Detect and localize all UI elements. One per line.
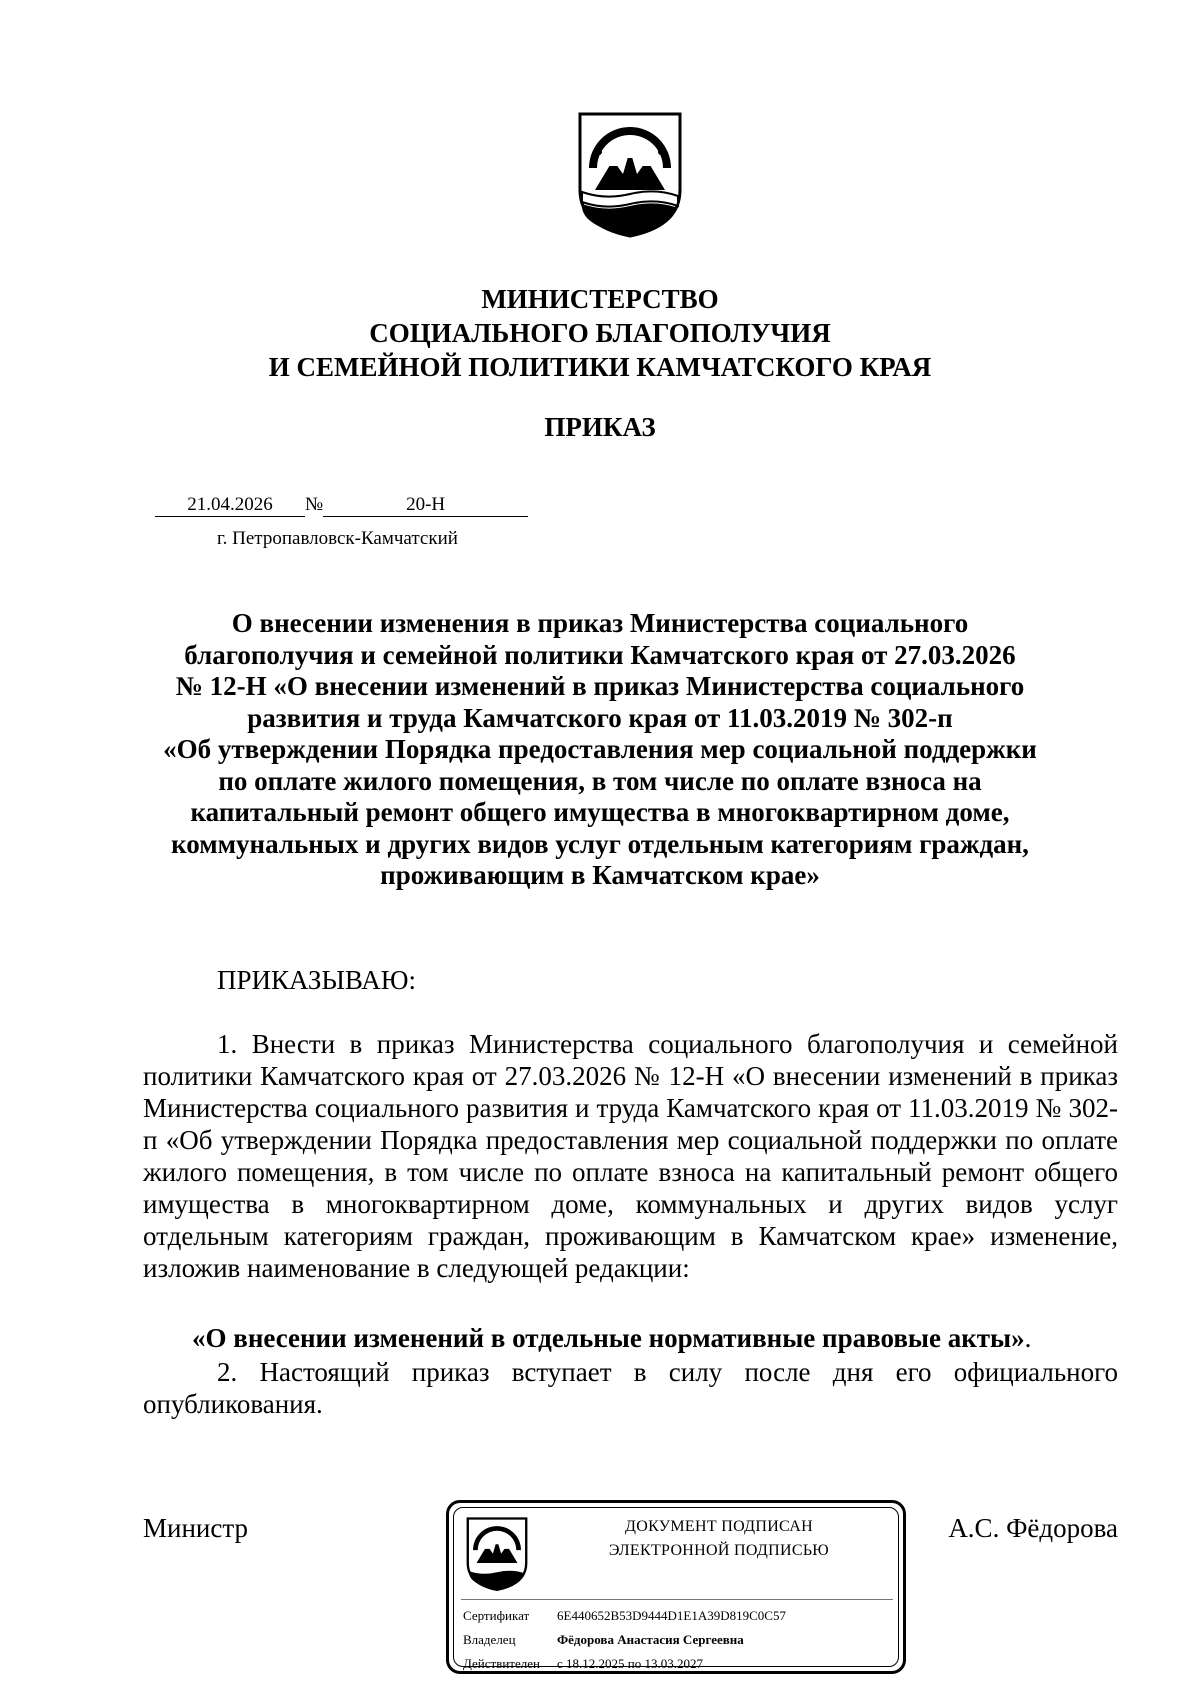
owner-label: Владелец [463,1632,516,1647]
ministry-line-3: И СЕМЕЙНОЙ ПОЛИТИКИ КАМЧАТСКОГО КРАЯ [268,352,932,382]
signer-name: А.С. Фёдорова [948,1513,1118,1543]
coat-of-arms-icon [575,108,685,238]
electronic-signature-stamp [446,1500,906,1674]
new-name-line [192,1322,1122,1354]
date-number-line [155,494,528,517]
stamp-heading-line: ЭЛЕКТРОННОЙ ПОДПИСЬЮ [608,1542,830,1559]
stamp-validity-row [463,1655,703,1673]
stamp-divider [461,1599,893,1600]
stamp-heading [545,1515,893,1563]
ministry-line-2: СОЦИАЛЬНОГО БЛАГОПОЛУЧИЯ [369,318,831,348]
title-line: № 12-Н «О внесении изменений в приказ Министерства социального [175,671,1025,701]
title-line: капитальный ремонт общего имущества в многоквартирном доме, [190,797,1010,827]
title-line: развития и труда Камчатского края от 11.03.2019 № 302-п [247,702,953,733]
signer-position: Министр [143,1513,248,1543]
document-date: 21.04.2026 [155,494,305,517]
document-type: ПРИКАЗ [544,412,656,442]
document-title [150,608,1050,892]
stamp-coat-of-arms-icon [463,1515,531,1591]
document-number: 20-Н [323,494,528,517]
stamp-certificate-row [463,1607,786,1625]
stamp-heading-line: ДОКУМЕНТ ПОДПИСАН [625,1518,813,1535]
title-line: проживающим в Камчатском крае» [380,860,820,890]
owner-value: Фёдорова Анастасия Сергеевна [557,1632,744,1647]
document-city: г. Петропавловск-Камчатский [217,528,458,549]
paragraph-1: 1. Внести в приказ Министерства социального благополучия и семейной политики Камчатского края от 27.03.2026 № 12-Н «О внесении изменений в приказ Министерства социального развития и труда Камчатского края от 11.03.2019 № 302-п «Об утверждении Порядка предоставления мер социальной поддержки по оплате жилого помещения, в том числе по оплате взноса на капитальный ремонт общего имущества в многоквартирном доме, коммунальных и других видов услуг отдельным категориям граждан, проживающим в Камчатском крае» изменение, изложив наименование в следующей редакции: [143,1029,1118,1283]
order-word: ПРИКАЗЫВАЮ: [217,965,416,995]
title-line: «Об утверждении Порядка предоставления мер социальной поддержки [163,734,1037,764]
new-name-end: . [1024,1323,1032,1353]
validity-label: Действителен [463,1656,540,1671]
new-name: «О внесении изменений в отдельные нормативные правовые акты» [192,1323,1025,1353]
title-line: О внесении изменения в приказ Министерства социального [231,608,969,638]
stamp-owner-row [463,1631,744,1649]
title-line: по оплате жилого помещения, в том числе по оплате взноса на [218,765,982,796]
ministry-name [0,282,1200,384]
certificate-value: 6E440652B53D9444D1E1A39D819C0C57 [557,1608,786,1623]
paragraph-2: 2. Настоящий приказ вступает в силу после дня его официального опубликования. [143,1357,1118,1419]
certificate-label: Сертификат [463,1608,530,1623]
number-sign: № [305,494,324,515]
validity-value: с 18.12.2025 по 13.03.2027 [557,1656,703,1671]
title-line: коммунальных и других видов услуг отдельным категориям граждан, [171,828,1029,859]
title-line: благополучия и семейной политики Камчатского края от 27.03.2026 [184,639,1016,670]
ministry-line-1: МИНИСТЕРСТВО [481,284,719,314]
